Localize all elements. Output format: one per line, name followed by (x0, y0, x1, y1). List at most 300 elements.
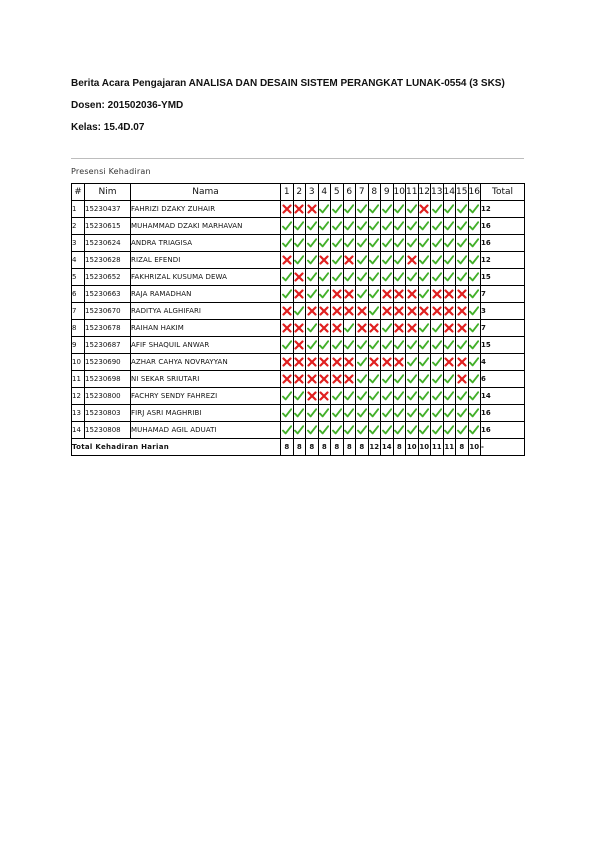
attendance-mark (356, 337, 369, 354)
student-nim: 15230803 (85, 405, 131, 422)
checkmark-icon (469, 204, 479, 214)
checkmark-icon (369, 238, 379, 248)
lecturer-info: Dosen: 201502036-YMD (71, 100, 184, 111)
attendance-mark (456, 218, 469, 235)
cross-icon (294, 289, 304, 299)
student-name: ANDRA TRIAGISA (131, 235, 281, 252)
attendance-mark (343, 269, 356, 286)
checkmark-icon (357, 340, 367, 350)
attendance-mark (418, 252, 431, 269)
attendance-mark (468, 252, 481, 269)
attendance-mark (331, 337, 344, 354)
student-name: MUHAMMAD DZAKI MARHAVAN (131, 218, 281, 235)
checkmark-icon (419, 340, 429, 350)
cross-icon (444, 357, 454, 367)
checkmark-icon (282, 425, 292, 435)
cross-icon (457, 289, 467, 299)
attendance-mark (381, 405, 394, 422)
attendance-mark (406, 337, 419, 354)
attendance-mark (281, 218, 294, 235)
attendance-mark (331, 201, 344, 218)
attendance-mark (331, 388, 344, 405)
col-header-meeting-1: 1 (281, 184, 294, 201)
cross-icon (282, 374, 292, 384)
attendance-mark (281, 388, 294, 405)
attendance-mark (368, 371, 381, 388)
attendance-mark (331, 252, 344, 269)
attendance-mark (293, 422, 306, 439)
attendance-mark (368, 354, 381, 371)
attendance-mark (293, 337, 306, 354)
checkmark-icon (282, 272, 292, 282)
checkmark-icon (444, 272, 454, 282)
attendance-mark (406, 201, 419, 218)
checkmark-icon (332, 391, 342, 401)
attendance-mark (468, 235, 481, 252)
col-header-meeting-5: 5 (331, 184, 344, 201)
attendance-mark (468, 303, 481, 320)
cross-icon (282, 204, 292, 214)
attendance-mark (456, 388, 469, 405)
attendance-mark (318, 269, 331, 286)
checkmark-icon (457, 408, 467, 418)
attendance-mark (356, 201, 369, 218)
attendance-mark (356, 422, 369, 439)
attendance-mark (393, 218, 406, 235)
attendance-mark (356, 286, 369, 303)
attendance-mark (356, 371, 369, 388)
attendance-mark (306, 354, 319, 371)
checkmark-icon (357, 357, 367, 367)
checkmark-icon (444, 408, 454, 418)
attendance-mark (318, 405, 331, 422)
attendance-mark (368, 252, 381, 269)
checkmark-icon (369, 408, 379, 418)
cross-icon (282, 306, 292, 316)
col-header-meeting-2: 2 (293, 184, 306, 201)
attendance-mark (406, 252, 419, 269)
attendance-mark (431, 269, 444, 286)
student-name: AFIF SHAQUIL ANWAR (131, 337, 281, 354)
attendance-mark (418, 388, 431, 405)
cross-icon (394, 357, 404, 367)
attendance-mark (456, 337, 469, 354)
checkmark-icon (369, 391, 379, 401)
attendance-mark (406, 303, 419, 320)
checkmark-icon (469, 425, 479, 435)
attendance-mark (318, 354, 331, 371)
attendance-mark (381, 286, 394, 303)
student-total: 16 (481, 218, 525, 235)
attendance-mark (393, 337, 406, 354)
attendance-mark (418, 354, 431, 371)
checkmark-icon (332, 238, 342, 248)
cross-icon (369, 357, 379, 367)
checkmark-icon (282, 289, 292, 299)
student-nim: 15230678 (85, 320, 131, 337)
attendance-mark (356, 218, 369, 235)
checkmark-icon (419, 425, 429, 435)
attendance-mark (468, 422, 481, 439)
attendance-mark (468, 337, 481, 354)
attendance-mark (418, 422, 431, 439)
col-header-meeting-9: 9 (381, 184, 394, 201)
attendance-mark (368, 286, 381, 303)
checkmark-icon (444, 221, 454, 231)
cross-icon (307, 306, 317, 316)
cross-icon (444, 323, 454, 333)
checkmark-icon (394, 238, 404, 248)
cross-icon (344, 357, 354, 367)
attendance-mark (393, 422, 406, 439)
checkmark-icon (294, 306, 304, 316)
attendance-mark (418, 303, 431, 320)
checkmark-icon (382, 323, 392, 333)
section-divider (71, 158, 524, 159)
attendance-mark (368, 422, 381, 439)
attendance-mark (356, 235, 369, 252)
checkmark-icon (344, 272, 354, 282)
checkmark-icon (407, 391, 417, 401)
checkmark-icon (394, 408, 404, 418)
attendance-mark (431, 337, 444, 354)
daily-total-count: 12 (368, 439, 381, 456)
attendance-mark (306, 286, 319, 303)
attendance-mark (431, 388, 444, 405)
attendance-mark (443, 286, 456, 303)
checkmark-icon (432, 374, 442, 384)
class-info: Kelas: 15.4D.07 (71, 122, 145, 133)
attendance-mark (331, 422, 344, 439)
attendance-mark (418, 218, 431, 235)
checkmark-icon (357, 221, 367, 231)
attendance-mark (306, 422, 319, 439)
attendance-mark (393, 252, 406, 269)
checkmark-icon (457, 272, 467, 282)
daily-total-count: 10 (406, 439, 419, 456)
col-header-no: # (72, 184, 85, 201)
attendance-mark (306, 388, 319, 405)
attendance-mark (331, 218, 344, 235)
checkmark-icon (419, 272, 429, 282)
checkmark-icon (282, 391, 292, 401)
attendance-mark (306, 405, 319, 422)
attendance-mark (318, 235, 331, 252)
checkmark-icon (357, 289, 367, 299)
attendance-mark (318, 252, 331, 269)
attendance-mark (293, 218, 306, 235)
checkmark-icon (307, 425, 317, 435)
attendance-mark (443, 337, 456, 354)
student-total: 7 (481, 286, 525, 303)
cross-icon (382, 306, 392, 316)
cross-icon (444, 306, 454, 316)
student-nim: 15230624 (85, 235, 131, 252)
attendance-mark (381, 269, 394, 286)
attendance-mark (368, 320, 381, 337)
attendance-mark (443, 354, 456, 371)
daily-total-count: 8 (393, 439, 406, 456)
daily-total-count: 10 (418, 439, 431, 456)
student-nim: 15230652 (85, 269, 131, 286)
col-header-meeting-4: 4 (318, 184, 331, 201)
attendance-mark (293, 405, 306, 422)
table-row (72, 337, 525, 354)
checkmark-icon (319, 204, 329, 214)
checkmark-icon (307, 238, 317, 248)
daily-total-count: 8 (456, 439, 469, 456)
attendance-mark (356, 303, 369, 320)
checkmark-icon (407, 374, 417, 384)
checkmark-icon (432, 221, 442, 231)
student-name: RAJA RAMADHAN (131, 286, 281, 303)
attendance-mark (406, 371, 419, 388)
checkmark-icon (407, 204, 417, 214)
checkmark-icon (382, 425, 392, 435)
checkmark-icon (357, 272, 367, 282)
cross-icon (294, 374, 304, 384)
attendance-mark (431, 286, 444, 303)
checkmark-icon (432, 340, 442, 350)
cross-icon (294, 323, 304, 333)
attendance-mark (281, 422, 294, 439)
attendance-mark (443, 388, 456, 405)
checkmark-icon (407, 272, 417, 282)
cross-icon (294, 340, 304, 350)
attendance-table (71, 183, 525, 456)
checkmark-icon (407, 357, 417, 367)
cross-icon (407, 289, 417, 299)
cross-icon (394, 323, 404, 333)
checkmark-icon (432, 357, 442, 367)
table-row (72, 269, 525, 286)
checkmark-icon (419, 255, 429, 265)
cross-icon (332, 306, 342, 316)
attendance-mark (331, 405, 344, 422)
cross-icon (344, 289, 354, 299)
checkmark-icon (382, 238, 392, 248)
row-number: 10 (72, 354, 85, 371)
checkmark-icon (457, 255, 467, 265)
attendance-mark (331, 320, 344, 337)
checkmark-icon (332, 255, 342, 265)
col-header-meeting-6: 6 (343, 184, 356, 201)
checkmark-icon (382, 391, 392, 401)
checkmark-icon (332, 221, 342, 231)
col-header-meeting-12: 12 (418, 184, 431, 201)
cross-icon (319, 306, 329, 316)
checkmark-icon (394, 340, 404, 350)
student-total: 12 (481, 201, 525, 218)
attendance-mark (431, 303, 444, 320)
cross-icon (282, 323, 292, 333)
attendance-mark (393, 303, 406, 320)
attendance-mark (293, 303, 306, 320)
student-total: 3 (481, 303, 525, 320)
student-name: FAHRIZI DZAKY ZUHAIR (131, 201, 281, 218)
attendance-mark (443, 303, 456, 320)
cross-icon (344, 374, 354, 384)
attendance-mark (368, 388, 381, 405)
checkmark-icon (369, 289, 379, 299)
attendance-mark (306, 320, 319, 337)
attendance-mark (293, 371, 306, 388)
row-number: 12 (72, 388, 85, 405)
checkmark-icon (444, 391, 454, 401)
student-name: RAIHAN HAKIM (131, 320, 281, 337)
attendance-mark (381, 422, 394, 439)
checkmark-icon (307, 323, 317, 333)
checkmark-icon (394, 255, 404, 265)
cross-icon (319, 391, 329, 401)
attendance-mark (368, 405, 381, 422)
attendance-mark (468, 388, 481, 405)
attendance-mark (393, 235, 406, 252)
checkmark-icon (319, 272, 329, 282)
checkmark-icon (357, 255, 367, 265)
checkmark-icon (457, 391, 467, 401)
attendance-mark (431, 405, 444, 422)
checkmark-icon (469, 272, 479, 282)
attendance-mark (418, 320, 431, 337)
attendance-mark (343, 303, 356, 320)
checkmark-icon (382, 272, 392, 282)
cross-icon (444, 289, 454, 299)
cross-icon (282, 357, 292, 367)
checkmark-icon (307, 255, 317, 265)
table-row (72, 252, 525, 269)
col-header-nama: Nama (131, 184, 281, 201)
table-row (72, 388, 525, 405)
cross-icon (294, 357, 304, 367)
attendance-mark (306, 371, 319, 388)
attendance-mark (368, 337, 381, 354)
checkmark-icon (407, 340, 417, 350)
checkmark-icon (432, 272, 442, 282)
checkmark-icon (357, 238, 367, 248)
attendance-mark (331, 303, 344, 320)
row-number: 2 (72, 218, 85, 235)
table-row (72, 422, 525, 439)
attendance-mark (306, 337, 319, 354)
checkmark-icon (419, 221, 429, 231)
section-label: Presensi Kehadiran (71, 167, 151, 176)
attendance-mark (418, 337, 431, 354)
checkmark-icon (332, 408, 342, 418)
attendance-mark (318, 303, 331, 320)
checkmark-icon (469, 221, 479, 231)
student-total: 4 (481, 354, 525, 371)
attendance-mark (381, 235, 394, 252)
attendance-mark (293, 201, 306, 218)
checkmark-icon (394, 391, 404, 401)
cross-icon (457, 374, 467, 384)
attendance-mark (331, 269, 344, 286)
attendance-mark (306, 218, 319, 235)
checkmark-icon (432, 255, 442, 265)
checkmark-icon (432, 204, 442, 214)
daily-total-count: 8 (343, 439, 356, 456)
attendance-mark (318, 337, 331, 354)
attendance-mark (343, 201, 356, 218)
checkmark-icon (369, 204, 379, 214)
attendance-mark (306, 303, 319, 320)
checkmark-icon (419, 238, 429, 248)
checkmark-icon (457, 425, 467, 435)
attendance-mark (281, 337, 294, 354)
attendance-mark (406, 405, 419, 422)
checkmark-icon (432, 238, 442, 248)
attendance-mark (343, 252, 356, 269)
attendance-mark (306, 252, 319, 269)
checkmark-icon (407, 408, 417, 418)
attendance-mark (443, 269, 456, 286)
attendance-mark (393, 201, 406, 218)
attendance-mark (281, 303, 294, 320)
col-header-meeting-3: 3 (306, 184, 319, 201)
checkmark-icon (444, 204, 454, 214)
row-number: 7 (72, 303, 85, 320)
attendance-mark (431, 320, 444, 337)
col-header-meeting-10: 10 (393, 184, 406, 201)
checkmark-icon (419, 289, 429, 299)
table-footer-row (72, 439, 525, 456)
table-row (72, 371, 525, 388)
checkmark-icon (407, 221, 417, 231)
checkmark-icon (344, 221, 354, 231)
checkmark-icon (394, 374, 404, 384)
attendance-mark (293, 286, 306, 303)
checkmark-icon (344, 408, 354, 418)
attendance-mark (443, 371, 456, 388)
checkmark-icon (319, 221, 329, 231)
attendance-mark (356, 405, 369, 422)
checkmark-icon (357, 374, 367, 384)
checkmark-icon (432, 323, 442, 333)
attendance-mark (393, 405, 406, 422)
table-row (72, 218, 525, 235)
attendance-mark (331, 286, 344, 303)
student-nim: 15230437 (85, 201, 131, 218)
attendance-mark (418, 235, 431, 252)
attendance-mark (343, 354, 356, 371)
daily-total-count: 8 (293, 439, 306, 456)
cross-icon (382, 289, 392, 299)
row-number: 4 (72, 252, 85, 269)
attendance-mark (431, 354, 444, 371)
attendance-mark (468, 354, 481, 371)
daily-total-count: 11 (443, 439, 456, 456)
table-row (72, 354, 525, 371)
checkmark-icon (319, 425, 329, 435)
table-header-row (72, 184, 525, 201)
attendance-mark (456, 286, 469, 303)
row-number: 13 (72, 405, 85, 422)
attendance-mark (456, 303, 469, 320)
student-total: 12 (481, 252, 525, 269)
attendance-mark (318, 320, 331, 337)
attendance-mark (318, 388, 331, 405)
student-name: FIRJ ASRI MAGHRIBI (131, 405, 281, 422)
attendance-mark (393, 269, 406, 286)
attendance-mark (418, 201, 431, 218)
checkmark-icon (394, 204, 404, 214)
student-total: 7 (481, 320, 525, 337)
attendance-mark (443, 405, 456, 422)
cross-icon (457, 323, 467, 333)
checkmark-icon (444, 374, 454, 384)
attendance-mark (406, 286, 419, 303)
